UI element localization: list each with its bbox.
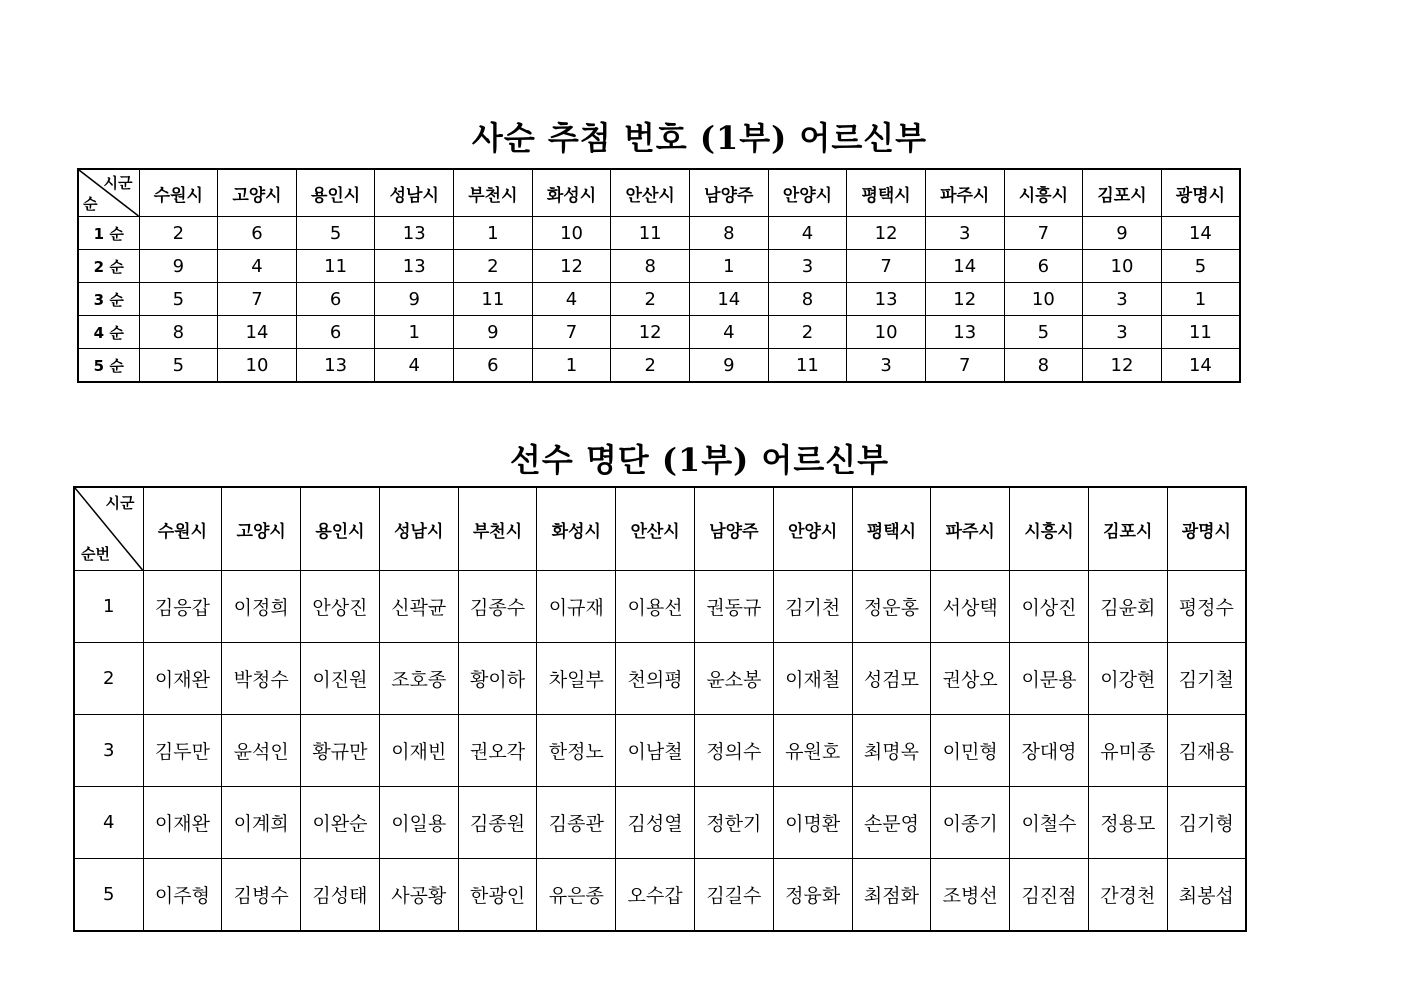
table-cell: 김종관 [537,787,616,859]
column-header-city: 파주시 [925,169,1004,217]
table-cell: 이재완 [143,787,222,859]
table-cell: 13 [375,217,454,250]
column-header-city: 시흥시 [1010,487,1089,571]
table-cell: 5 [139,283,218,316]
table-cell: 8 [139,316,218,349]
column-header-city: 파주시 [931,487,1010,571]
column-header-city: 용인시 [301,487,380,571]
row-label: 1 [74,571,143,643]
table-cell: 12 [1083,349,1162,383]
table-cell: 이종기 [931,787,1010,859]
table-cell: 7 [1004,217,1083,250]
table-cell: 김재용 [1167,715,1246,787]
column-header-city: 광명시 [1161,169,1240,217]
table-row [78,250,1240,283]
table-cell: 서상택 [931,571,1010,643]
table-cell: 윤소봉 [694,643,773,715]
table-cell: 11 [296,250,375,283]
table-cell: 김기철 [1167,643,1246,715]
table-cell: 김성열 [616,787,695,859]
table-cell: 한광인 [458,859,537,932]
table-cell: 이상진 [1010,571,1089,643]
player-roster-table [73,486,1247,932]
table-cell: 김응갑 [143,571,222,643]
table-cell: 한정노 [537,715,616,787]
table-cell: 7 [218,283,297,316]
column-header-city: 남양주 [689,169,768,217]
draw-table-title: 사순 추첨 번호 (1부) 어르신부 [471,119,928,157]
column-header-city: 안산시 [616,487,695,571]
table-cell: 권오각 [458,715,537,787]
table-cell: 박청수 [222,643,301,715]
table-cell: 김종원 [458,787,537,859]
table-cell: 9 [375,283,454,316]
table-cell: 2 [611,349,690,383]
table-cell: 조병선 [931,859,1010,932]
table-header-row [74,487,1246,571]
table-cell: 3 [1083,316,1162,349]
table-cell: 안상진 [301,571,380,643]
table-cell: 황규만 [301,715,380,787]
table-cell: 1 [1161,283,1240,316]
table-cell: 손문영 [852,787,931,859]
table-cell: 5 [1161,250,1240,283]
table-cell: 정용모 [1088,787,1167,859]
table-cell: 차일부 [537,643,616,715]
table-cell: 11 [611,217,690,250]
table-cell: 김두만 [143,715,222,787]
table-cell: 이명환 [773,787,852,859]
table-cell: 김기천 [773,571,852,643]
table-cell: 이문용 [1010,643,1089,715]
table-cell: 오수갑 [616,859,695,932]
table-row [74,715,1246,787]
table-cell: 5 [1004,316,1083,349]
table-cell: 10 [532,217,611,250]
corner-label-round: 순 [83,195,98,213]
table-cell: 정의수 [694,715,773,787]
draw-number-table [77,168,1241,383]
table-cell: 최명옥 [852,715,931,787]
table-cell: 평정수 [1167,571,1246,643]
table-cell: 김성태 [301,859,380,932]
table-cell: 8 [689,217,768,250]
corner-header-cell [78,169,139,217]
column-header-city: 화성시 [537,487,616,571]
table-cell: 유원호 [773,715,852,787]
table-cell: 7 [532,316,611,349]
table-row [74,859,1246,932]
table-cell: 김종수 [458,571,537,643]
table-cell: 이용선 [616,571,695,643]
table-cell: 11 [768,349,847,383]
table-cell: 정운홍 [852,571,931,643]
table-cell: 2 [454,250,533,283]
column-header-city: 김포시 [1088,487,1167,571]
table-cell: 성검모 [852,643,931,715]
table-cell: 12 [925,283,1004,316]
table-cell: 이강현 [1088,643,1167,715]
table-cell: 8 [768,283,847,316]
table-cell: 김진점 [1010,859,1089,932]
corner-header-cell [74,487,143,571]
table-cell: 천의평 [616,643,695,715]
column-header-city: 평택시 [847,169,926,217]
table-cell: 5 [296,217,375,250]
table-cell: 황이하 [458,643,537,715]
table-cell: 8 [1004,349,1083,383]
row-label: 1 순 [78,217,139,250]
table-cell: 김기형 [1167,787,1246,859]
table-row [78,217,1240,250]
table-cell: 3 [847,349,926,383]
row-label: 2 순 [78,250,139,283]
table-row [78,316,1240,349]
table-cell: 2 [611,283,690,316]
corner-label-city: 시군 [105,494,135,512]
table-cell: 2 [139,217,218,250]
corner-label-city: 시군 [103,174,133,192]
row-label: 5 순 [78,349,139,383]
column-header-city: 평택시 [852,487,931,571]
column-header-city: 성남시 [375,169,454,217]
column-header-city: 안양시 [768,169,847,217]
table-cell: 조호종 [379,643,458,715]
table-cell: 4 [689,316,768,349]
table-cell: 이계희 [222,787,301,859]
row-label: 2 [74,643,143,715]
table-cell: 이주형 [143,859,222,932]
column-header-city: 화성시 [532,169,611,217]
table-cell: 간경천 [1088,859,1167,932]
table-cell: 8 [611,250,690,283]
table-cell: 이정희 [222,571,301,643]
table-cell: 2 [768,316,847,349]
row-label: 4 [74,787,143,859]
table-cell: 4 [532,283,611,316]
table-cell: 유은종 [537,859,616,932]
table-cell: 10 [1083,250,1162,283]
column-header-city: 부천시 [458,487,537,571]
table-cell: 이규재 [537,571,616,643]
table-cell: 10 [218,349,297,383]
table-cell: 이진원 [301,643,380,715]
table-cell: 최점화 [852,859,931,932]
table-cell: 13 [847,283,926,316]
table-cell: 14 [218,316,297,349]
column-header-city: 용인시 [296,169,375,217]
table-cell: 이재철 [773,643,852,715]
table-cell: 10 [847,316,926,349]
table-cell: 권동규 [694,571,773,643]
table-cell: 6 [296,283,375,316]
table-cell: 11 [1161,316,1240,349]
table-row [74,643,1246,715]
table-cell: 9 [1083,217,1162,250]
corner-label-order: 순번 [81,545,110,563]
table-cell: 9 [689,349,768,383]
table-cell: 정한기 [694,787,773,859]
table-cell: 김윤회 [1088,571,1167,643]
table-row [78,283,1240,316]
table-cell: 14 [1161,217,1240,250]
table-cell: 4 [375,349,454,383]
table-cell: 14 [925,250,1004,283]
column-header-city: 광명시 [1167,487,1246,571]
table-cell: 장대영 [1010,715,1089,787]
table-cell: 사공황 [379,859,458,932]
table-cell: 13 [375,250,454,283]
table-header-row [78,169,1240,217]
table-cell: 9 [454,316,533,349]
table-row [74,571,1246,643]
table-cell: 1 [375,316,454,349]
column-header-city: 시흥시 [1004,169,1083,217]
table-cell: 최봉섭 [1167,859,1246,932]
table-cell: 이재빈 [379,715,458,787]
table-cell: 정융화 [773,859,852,932]
table-cell: 3 [925,217,1004,250]
table-cell: 12 [611,316,690,349]
table-cell: 7 [925,349,1004,383]
table-cell: 3 [768,250,847,283]
table-cell: 이철수 [1010,787,1089,859]
table-cell: 신곽균 [379,571,458,643]
table-cell: 12 [532,250,611,283]
roster-table-title: 선수 명단 (1부) 어르신부 [509,441,890,479]
column-header-city: 남양주 [694,487,773,571]
table-cell: 13 [296,349,375,383]
table-cell: 1 [454,217,533,250]
table-cell: 1 [689,250,768,283]
row-label: 4 순 [78,316,139,349]
table-cell: 6 [1004,250,1083,283]
table-cell: 권상오 [931,643,1010,715]
table-cell: 14 [1161,349,1240,383]
column-header-city: 안양시 [773,487,852,571]
table-cell: 12 [847,217,926,250]
table-cell: 1 [532,349,611,383]
table-cell: 3 [1083,283,1162,316]
column-header-city: 고양시 [222,487,301,571]
table-cell: 김길수 [694,859,773,932]
column-header-city: 안산시 [611,169,690,217]
column-header-city: 고양시 [218,169,297,217]
table-cell: 10 [1004,283,1083,316]
table-cell: 이남철 [616,715,695,787]
table-cell: 유미종 [1088,715,1167,787]
column-header-city: 부천시 [454,169,533,217]
table-cell: 4 [218,250,297,283]
table-cell: 5 [139,349,218,383]
table-cell: 이재완 [143,643,222,715]
table-cell: 이일용 [379,787,458,859]
column-header-city: 김포시 [1083,169,1162,217]
table-cell: 7 [847,250,926,283]
column-header-city: 성남시 [379,487,458,571]
table-cell: 4 [768,217,847,250]
table-cell: 6 [296,316,375,349]
row-label: 3 순 [78,283,139,316]
table-cell: 6 [454,349,533,383]
column-header-city: 수원시 [139,169,218,217]
table-cell: 김병수 [222,859,301,932]
table-cell: 이민형 [931,715,1010,787]
table-cell: 윤석인 [222,715,301,787]
table-cell: 11 [454,283,533,316]
row-label: 3 [74,715,143,787]
row-label: 5 [74,859,143,932]
table-row [74,787,1246,859]
table-cell: 13 [925,316,1004,349]
table-cell: 14 [689,283,768,316]
table-cell: 9 [139,250,218,283]
table-cell: 이완순 [301,787,380,859]
table-row [78,349,1240,383]
column-header-city: 수원시 [143,487,222,571]
table-cell: 6 [218,217,297,250]
